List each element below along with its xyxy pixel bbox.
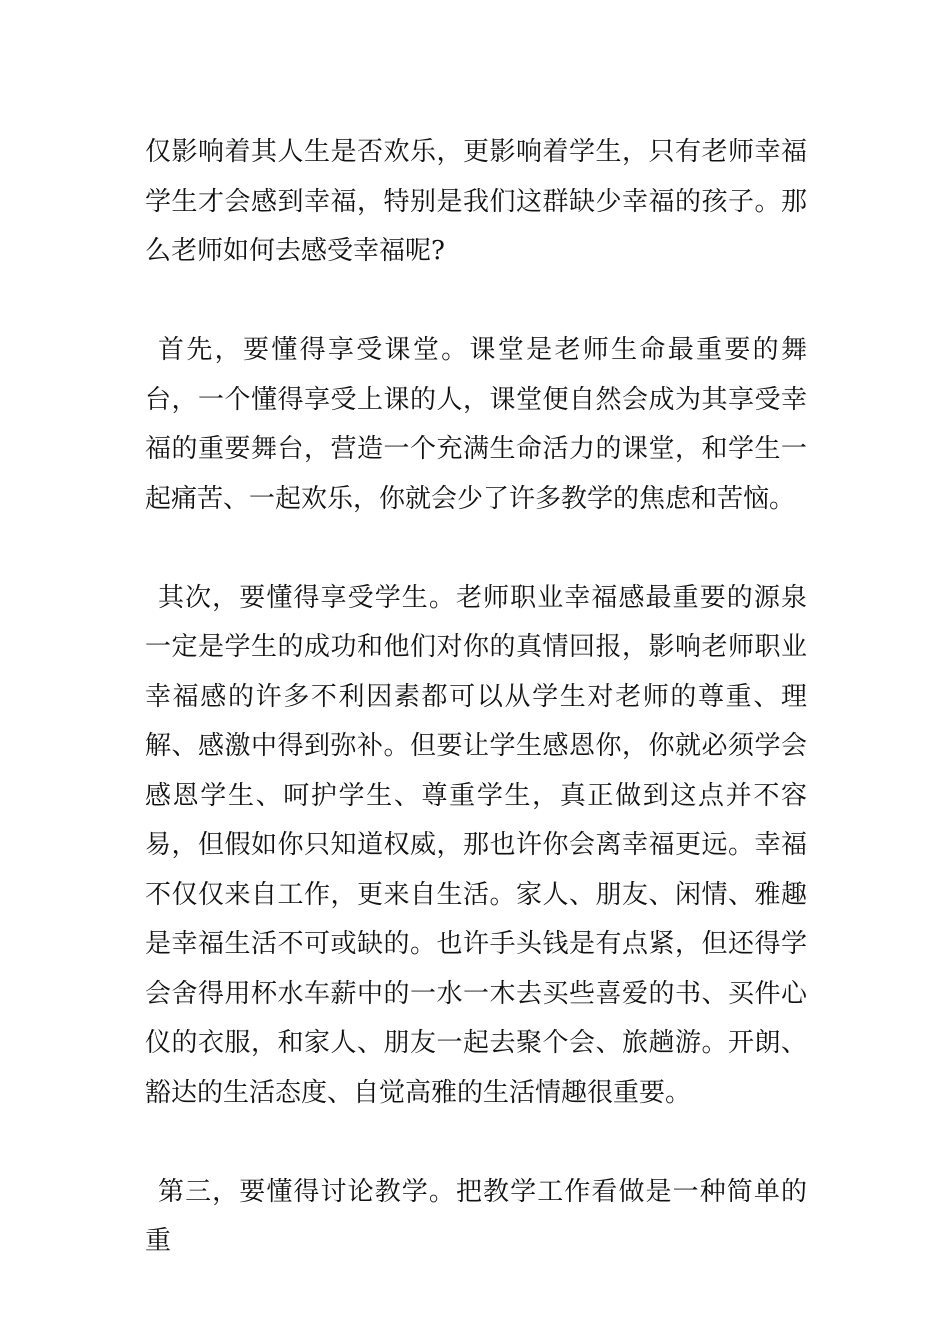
paragraph-third: 第三，要懂得讨论教学。把教学工作看做是一种简单的重 xyxy=(145,1176,807,1256)
document-body xyxy=(145,128,807,1316)
paragraph-continuation: 仅影响着其人生是否欢乐，更影响着学生，只有老师幸福学生才会感到幸福，特别是我们这群缺少幸福的孩子。那么老师如何去感受幸福呢? xyxy=(145,137,807,266)
paragraph-first: 首先，要懂得享受课堂。课堂是老师生命最重要的舞台，一个懂得享受上课的人，课堂便自然会成为其享受幸福的重要舞台，营造一个充满生命活力的课堂，和学生一起痛苦、一起欢乐，你就会少了许多教学的焦虑和苦恼。 xyxy=(145,335,807,514)
paragraph-second: 其次，要懂得享受学生。老师职业幸福感最重要的源泉一定是学生的成功和他们对你的真情回报，影响老师职业幸福感的许多不利因素都可以从学生对老师的尊重、理解、感激中得到弥补。但要让学生感恩你，你就必须学会感恩学生、呵护学生、尊重学生，真正做到这点并不容易，但假如你只知道权威，那也许你会离幸福更远。幸福不仅仅来自工作，更来自生活。家人、朋友、闲情、雅趣是幸福生活不可或缺的。也许手头钱是有点紧，但还得学会舍得用杯水车薪中的一水一木去买些喜爱的书、买件心仪的衣服，和家人、朋友一起去聚个会、旅趟游。开朗、豁达的生活态度、自觉高雅的生活情趣很重要。 xyxy=(145,582,807,1108)
